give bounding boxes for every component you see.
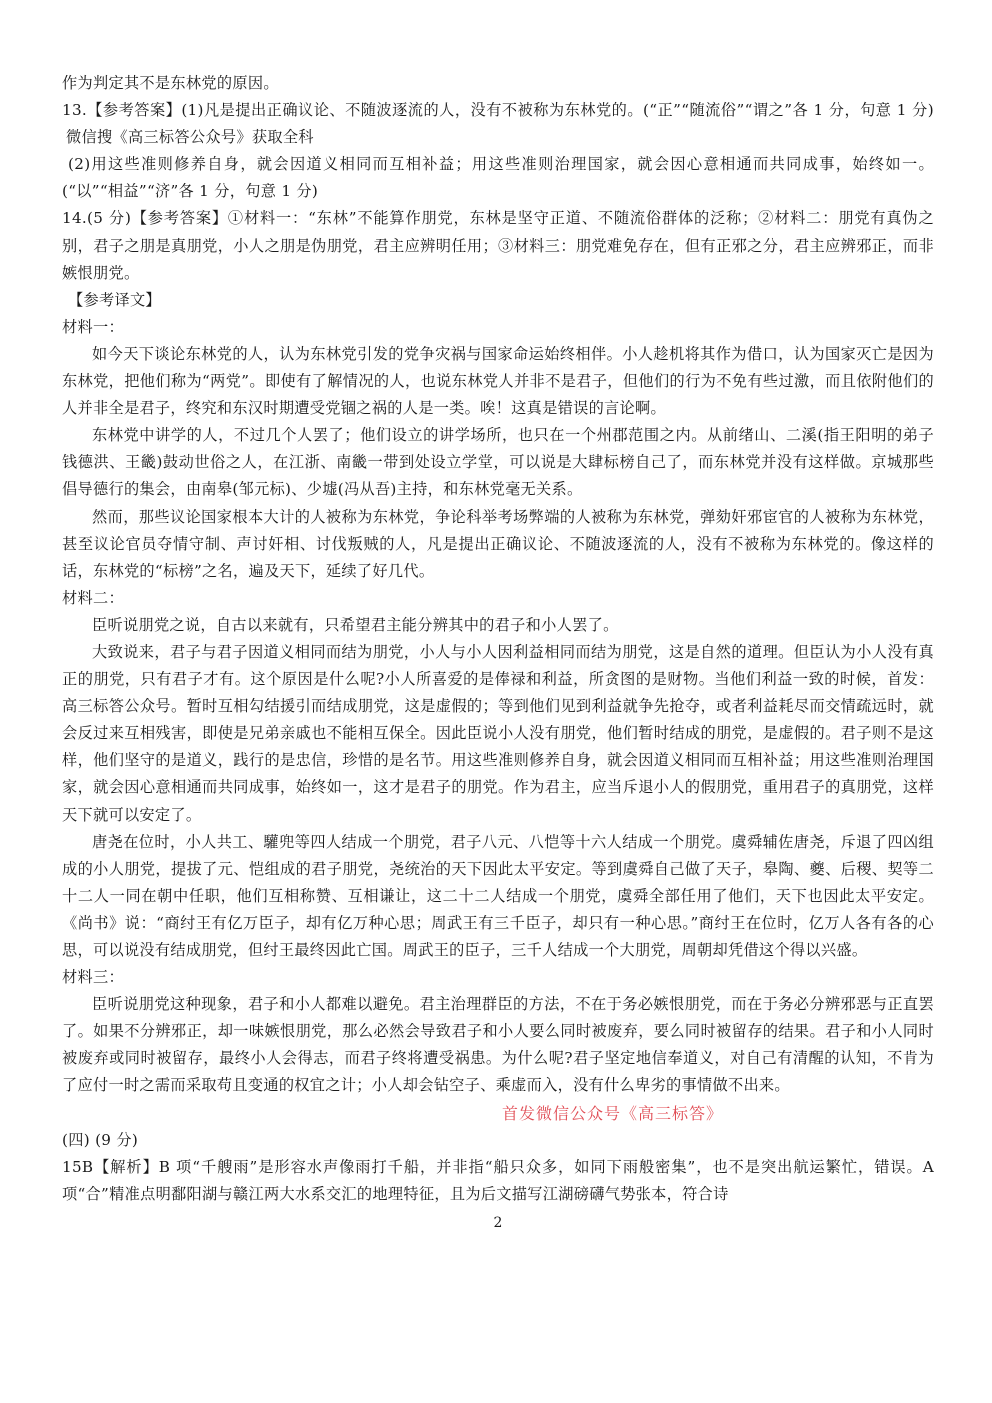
answer-14: 14.(5 分)【参考答案】①材料一：“东林”不能算作朋党，东林是坚守正道、不随流俗群体的泛称；②材料二：朋党有真伪之别，君子之朋是真朋党，小人之朋是伪朋党，君主应辨明任用；③材料三：朋党难免存在，但有正邪之分，君主应辨邪正，而非嫉恨朋党。 [62,209,934,282]
text-line: 作为判定其不是东林党的原因。 [62,74,279,92]
answer-13-part2: (2)用这些准则修养自身，就会因道义相同而互相补益；用这些准则治理国家，就会因心意相通而共同成事，始终如一。(“以”“相益”“济”各 1 分，句意 1 分) [62,155,934,201]
material-2-paragraph: 唐尧在位时，小人共工、驩兜等四人结成一个朋党，君子八元、八恺等十六人结成一个朋党。虞舜辅佐唐尧，斥退了四凶组成的小人朋党，提拔了元、恺组成的君子朋党，尧统治的天下因此太平安定。等到虞舜自己做了天子，皋陶、夔、后稷、契等二十二人一同在朝中任职，他们互相称赞、互相谦让，这二十二人结成一个朋党，虞舜全部任用了他们，天下也因此太平安定。《尚书》说：“商纣王有亿万臣子，却有亿万种心思；周武王有三千臣子，却只有一种心思。”商纣王在位时，亿万人各有各的心思，可以说没有结成朋党，但纣王最终因此亡国。周武王的臣子，三千人结成一个大朋党，周朝却凭借这个得以兴盛。 [62,832,934,959]
material-1-paragraph: 然而，那些议论国家根本大计的人被称为东林党，争论科举考场弊端的人被称为东林党，弹劾奸邪宦官的人被称为东林党，甚至议论官员夺情守制、声讨奸相、讨伐叛贼的人，凡是提出正确议论、不随波逐流的人，没有不被称为东林党的。像这样的话，东林党的“标榜”之名，遍及天下，延续了好几代。 [62,507,934,580]
material-2-paragraph: 大致说来，君子与君子因道义相同而结为朋党，小人与小人因利益相同而结为朋党，这是自然的道理。但臣认为小人没有真正的朋党，只有君子才有。这个原因是什么呢?小人所喜爱的是俸禄和利益，所贪图的是财物。当他们利益一致的时候，首发：高三标答公众号。暂时互相勾结援引而结成朋党，这是虚假的；等到他们见到利益就争先抢夺，或者利益耗尽而交情疏远时，就会反过来互相残害，即使是兄弟亲戚也不能相互保全。因此臣说小人没有朋党，他们暂时结成的朋党，是虚假的。君子则不是这样，他们坚守的是道义，践行的是忠信，珍惜的是名节。用这些准则修养自身，就会因道义相同而互相补益；用这些准则治理国家，就会因心意相通而共同成事，始终如一，这才是君子的朋党。作为君主，应当斥退小人的假朋党，重用君子的真朋党，这样天下就可以安定了。 [62,642,934,824]
material-2-paragraph: 臣听说朋党之说，自古以来就有，只希望君主能分辨其中的君子和小人罢了。 [92,615,619,634]
material-3-paragraph: 臣听说朋党这种现象，君子和小人都难以避免。君主治理群臣的方法，不在于务必嫉恨朋党，而在于务必分辨邪恶与正直罢了。如果不分辨邪正，却一味嫉恨朋党，那么必然会导致君子和小人要么同时被废弃，要么同时被留存的结果。君子和小人同时被废弃或同时被留存，最终小人会得志，而君子终将遭受祸患。为什么呢?君子坚定地信奉道义，对自己有清醒的认知，不肯为了应付一时之需而采取苟且变通的权宜之计；小人却会钻空子、乘虚而入，没有什么卑劣的事情做不出来。 [62,995,934,1095]
answer-13-part1 [62,97,934,151]
material-3-label: 材料三： [62,968,124,987]
material-1-label: 材料一： [62,317,124,336]
page-number: 2 [493,1214,503,1231]
document-page [62,0,934,1234]
material-2-label: 材料二： [62,588,124,607]
material-1-paragraph: 如今天下谈论东林党的人，认为东林党引发的党争灾祸与国家命运始终相伴。小人趁机将其作为借口，认为国家灭亡是因为东林党，把他们称为“两党”。即使有了解情况的人，也说东林党人并非不是君子，但他们的行为不免有些过激，而且依附他们的人并非全是君子，终究和东汉时期遭受党锢之祸的人是一类。唉！这真是错误的言论啊。 [62,344,934,418]
promo-note: 微信搜《高三标答公众号》获取全科 [66,128,314,147]
material-1-paragraph: 东林党中讲学的人，不过几个人罢了；他们设立的讲学场所，也只在一个州郡范围之内。从前绪山、二溪(指王阳明的弟子钱德洪、王畿)鼓动世俗之人，在江浙、南畿一带到处设立学堂，可以说是大肆标榜自己了，而东林党并没有这样做。京城那些倡导德行的集会，由南皋(邹元标)、少墟(冯从吾)主持，和东林党毫无关系。 [62,426,934,499]
answer-15: 15B【解析】B 项“千艘雨”是形容水声像雨打千船，并非指“船只众多，如同下雨般密集”，也不是突出航运繁忙，错误。A 项“合”精准点明鄱阳湖与赣江两大水系交汇的地理特征，且为后文描写江湖磅礴气势张本，符合诗 [62,1157,934,1203]
watermark: 首发微信公众号《高三标答》 [502,1103,724,1123]
translation-heading: 【参考译文】 [68,290,161,309]
answer-13-text: 13.【参考答案】(1)凡是提出正确议论、不随波逐流的人，没有不被称为东林党的。(“正”“随流俗”“谓之”各 1 分，句意 1 分) [62,101,934,120]
section-4-heading: (四) (9 分) [62,1130,139,1149]
